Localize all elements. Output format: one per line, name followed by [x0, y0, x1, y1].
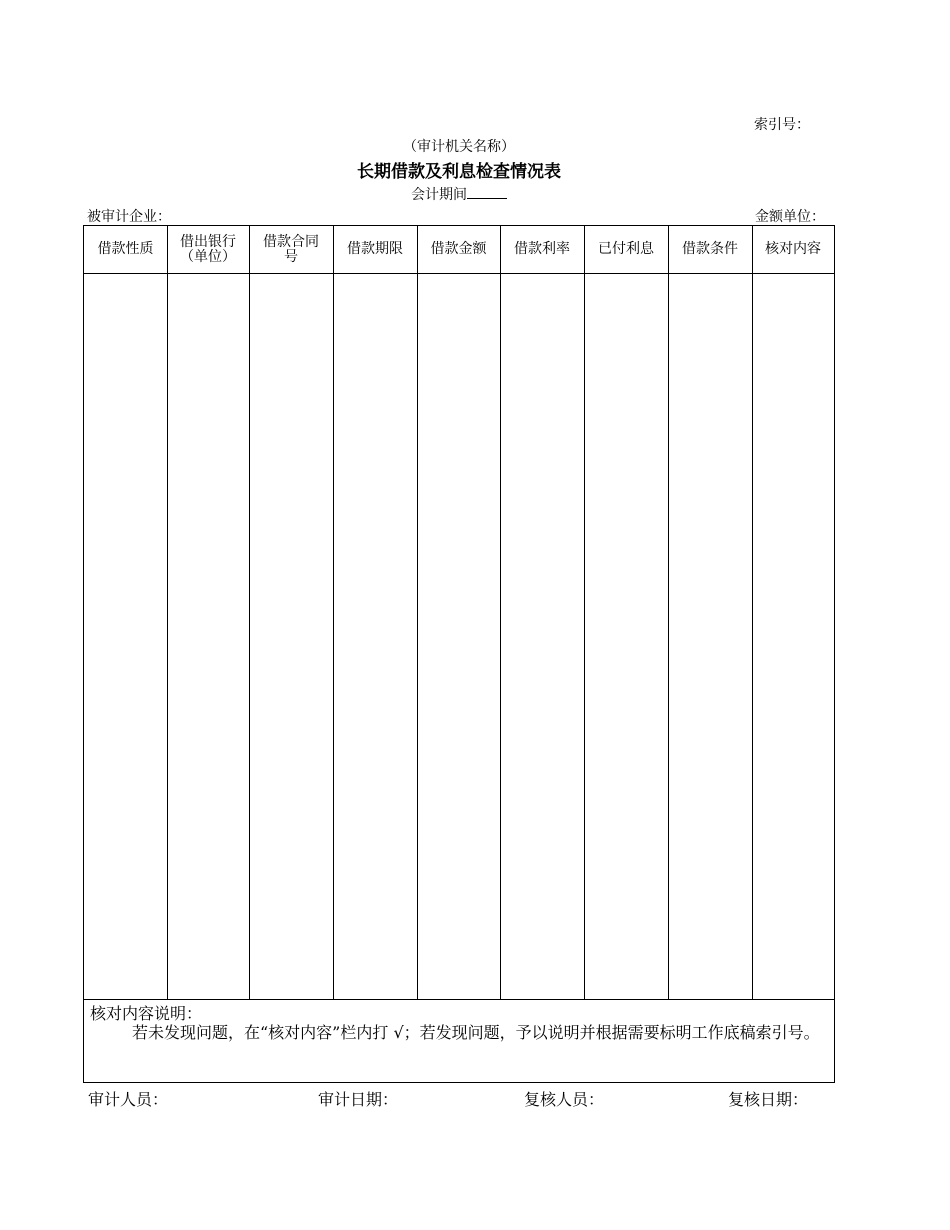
- audit-date-label: 审计日期：: [318, 1090, 399, 1109]
- column-divider: [249, 226, 250, 999]
- loan-check-table: [83, 225, 835, 1083]
- column-divider: [333, 226, 334, 999]
- column-header-loan-term: 借款期限: [347, 241, 403, 257]
- column-header-loan-conditions: 借款条件: [682, 241, 738, 257]
- notes-body: 若未发现问题，在“核对内容”栏内打 √；若发现问题，予以说明并根据需要标明工作底稿索引号。: [132, 1023, 820, 1042]
- auditor-label: 审计人员：: [88, 1090, 169, 1109]
- index-number-label: 索引号：: [754, 117, 810, 133]
- column-header-contract-no: 借款合同 号: [263, 233, 319, 265]
- column-divider: [167, 226, 168, 999]
- check-content-notes: [90, 1004, 826, 1042]
- column-header-lending-bank: 借出银行 （单位）: [180, 233, 236, 265]
- column-divider: [668, 226, 669, 999]
- column-header-loan-amount: 借款金额: [430, 241, 487, 257]
- amount-unit-label: 金额单位：: [755, 209, 825, 225]
- accounting-period: [0, 184, 918, 204]
- accounting-period-label: 会计期间: [411, 187, 467, 203]
- column-divider: [417, 226, 418, 999]
- column-divider: [752, 226, 753, 999]
- audited-entity-label: 被审计企业：: [87, 209, 171, 225]
- header-row-divider: [84, 273, 834, 274]
- page-title: 长期借款及利息检查情况表: [357, 162, 561, 182]
- audit-org-name: （审计机关名称）: [403, 139, 515, 155]
- notes-divider: [84, 999, 834, 1000]
- notes-heading: 核对内容说明：: [90, 1004, 203, 1023]
- review-date-label: 复核日期：: [728, 1090, 809, 1109]
- column-header-interest-paid: 已付利息: [598, 241, 654, 257]
- accounting-period-blank[interactable]: [467, 186, 507, 199]
- column-header-loan-nature: 借款性质: [97, 241, 154, 257]
- column-header-interest-rate: 借款利率: [514, 241, 570, 257]
- column-divider: [584, 226, 585, 999]
- column-header-check-content: 核对内容: [765, 241, 821, 257]
- reviewer-label: 复核人员：: [524, 1090, 605, 1109]
- column-divider: [500, 226, 501, 999]
